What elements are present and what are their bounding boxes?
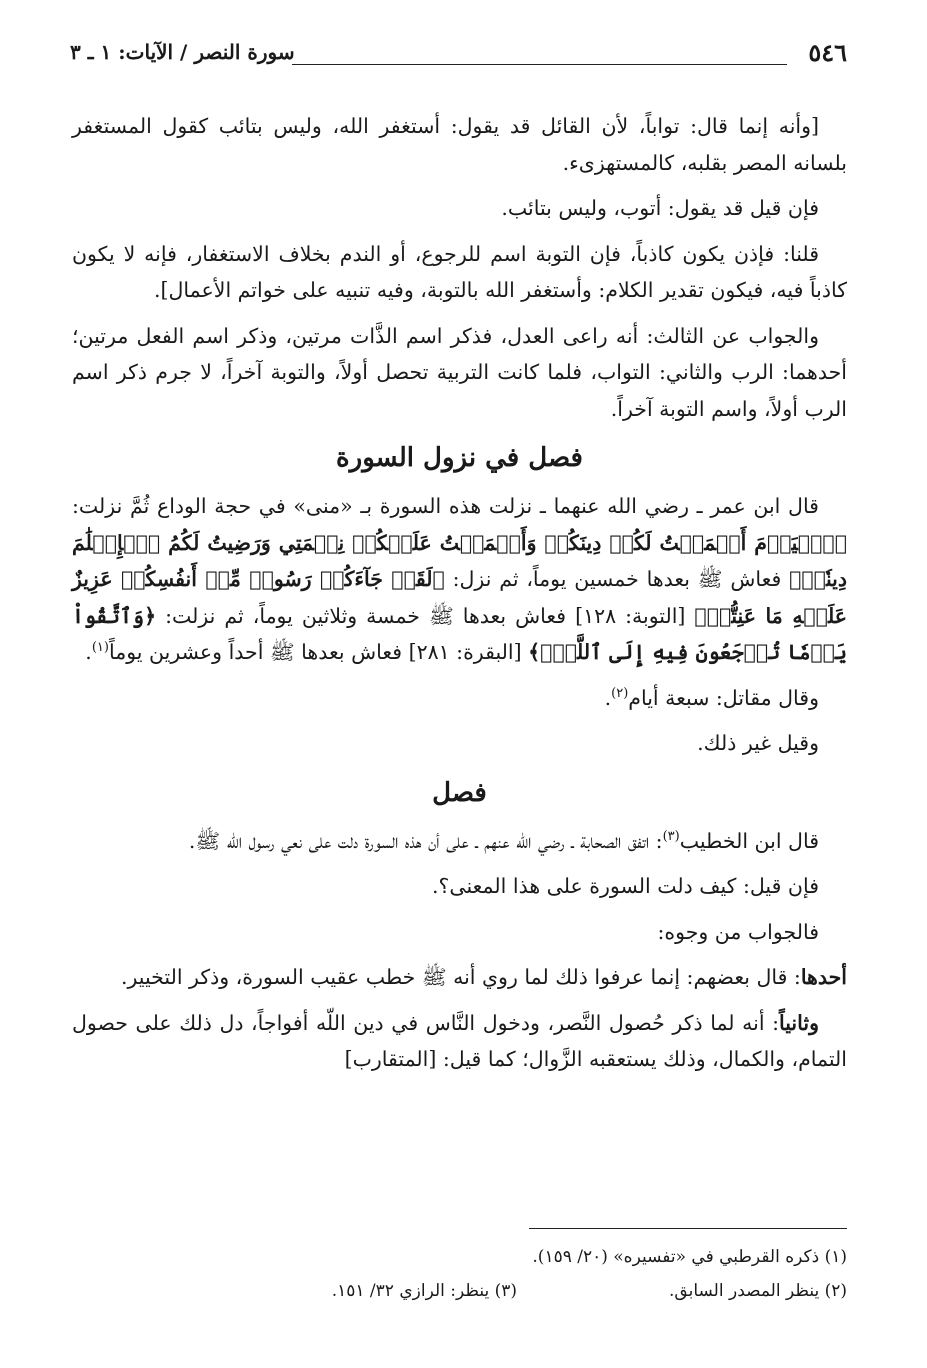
page-number: ٥٤٦: [808, 38, 847, 67]
footnote: (٢) ينظر المصدر السابق.: [669, 1281, 847, 1301]
paragraph: [72, 823, 847, 860]
paragraph: وقيل غير ذلك.: [697, 731, 819, 755]
footnote-ref[interactable]: (٣): [662, 828, 680, 844]
footnote-row: [72, 1274, 847, 1308]
footnote-ref[interactable]: (١): [91, 640, 109, 656]
footnote: (٣) ينظر: الرازي ٣٢/ ١٥١.: [331, 1281, 517, 1301]
text-run: : اتفق الصحابة ـ رضي الله عنهم ـ على أن هذه السورة دلت على نعي رسول الله ﷺ.: [188, 828, 663, 853]
quran-verse: ﴿ٱلۡيَوۡمَ أَكۡمَلۡتُ لَكُمۡ دِينَكُمۡ وَأَتۡمَمۡتُ عَلَيۡكُمۡ نِعۡمَتِي وَرَضِيتُ لَكُمُ ٱلۡإِسۡلَٰمَ دِينٗاۚ﴾: [72, 530, 847, 591]
lead-word: وثانياً: [779, 1010, 819, 1035]
text-run: فعاش ﷺ بعدها خمسين يوماً، ثم نزل:: [444, 567, 790, 591]
paragraph: [72, 959, 847, 996]
page-body: [72, 108, 847, 1087]
section-heading: فصل: [432, 777, 487, 808]
text-run: : أنه لما ذكر حُصول النَّصر، ودخول النَّاس في دين اللّه أفواجاً، دل ذلك على حصول التمام، والكمال، وذلك يستعقبه الزَّوال؛ كما قيل: [المتقارب]: [72, 1010, 847, 1071]
footnote-row: [72, 1240, 847, 1274]
footnotes: [72, 1240, 847, 1308]
header-rule: [292, 64, 787, 65]
footnote-rule: [529, 1228, 847, 1229]
text-run: [البقرة: ٢٨١] فعاش بعدها ﷺ أحداً وعشرين يوماً: [108, 640, 529, 664]
section-heading: فصل في نزول السورة: [336, 443, 583, 473]
text-run: قال ابن الخطيب: [679, 828, 819, 853]
paragraph: قال ابن عمر ـ رضي الله عنهما ـ نزلت هذه السورة بـ «منى» في حجة الوداع ثُمَّ نزلت: ﴿ٱلۡيَوۡمَ أَكۡمَلۡتُ لَكُمۡ دِينَكُمۡ وَأَتۡمَمۡتُ عَلَيۡكُمۡ نِعۡمَتِي وَرَضِيتُ لَكُمُ ٱلۡإِسۡلَٰمَ دِينٗاۚ﴾ فعاش ﷺ بعدها خمسين يوماً، ثم نزل: ﴿لَقَدۡ جَآءَكُمۡ رَسُولٞ مِّنۡ أَنفُسِكُمۡ عَزِيزٌ عَلَيۡهِ مَا عَنِتُّمۡ﴾ [التوبة: ١٢٨] فعاش بعدها ﷺ خمسة وثلاثين يوماً، ثم نزلت: ﴿وَٱتَّقُواْ يَوۡمٗا تُرۡجَعُونَ فِيهِ إِلَى ٱللَّهِۖ﴾ [البقرة: ٢٨١] فعاش بعدها ﷺ أحداً وعشرين يوماً$^{(١)}$.: [72, 494, 847, 664]
page-header: [70, 38, 847, 70]
lead-word: أحدها: [800, 965, 847, 989]
running-title: سورة النصر / الآيات: ١ ـ ٣: [70, 40, 295, 64]
paragraph: وقال مقاتل: سبعة أيام$^{(٢)}$.: [604, 685, 819, 710]
paragraph: [72, 1005, 847, 1078]
paragraph: فإن قيل قد يقول: أتوب، وليس بتائب.: [501, 196, 819, 220]
paragraph: فإن قيل: كيف دلت السورة على هذا المعنى؟.: [432, 874, 819, 898]
footnote-ref[interactable]: (٢): [611, 685, 629, 701]
text-run: : قال بعضهم: إنما عرفوا ذلك لما روي أنه ﷺ خطب عقيب السورة، وذكر التخيير.: [120, 965, 801, 989]
quran-verse: ﴿لَقَدۡ جَآءَكُمۡ رَسُولٞ مِّنۡ أَنفُسِكُمۡ عَزِيزٌ عَلَيۡهِ مَا عَنِتُّمۡ﴾: [72, 567, 847, 628]
text-run: [التوبة: ١٢٨] فعاش بعدها ﷺ خمسة وثلاثين يوماً، ثم نزلت:: [156, 603, 695, 628]
paragraph: [وأنه إنما قال: تواباً، لأن القائل قد يقول: أستغفر الله، وليس بتائب كقول المستغفر بلسانه المصر بقلبه، كالمستهزىء.: [72, 114, 847, 175]
paragraph: والجواب عن الثالث: أنه راعى العدل، فذكر اسم الذَّات مرتين، وذكر اسم الفعل مرتين؛ أحدهما: الرب والثاني: التواب، فلما كانت التربية تحصل أولاً، والتوبة آخراً، لا جرم ذكر اسم الرب أولاً، واسم التوبة آخراً.: [72, 323, 847, 421]
quran-verse: ﴿وَٱتَّقُواْ يَوۡمٗا تُرۡجَعُونَ فِيهِ إِلَى ٱللَّهِۖ﴾: [72, 603, 847, 664]
text-run: وقال مقاتل: سبعة أيام: [628, 685, 819, 710]
paragraph: فالجواب من وجوه:: [657, 919, 819, 944]
text-run: قال ابن عمر ـ رضي الله عنهما ـ نزلت هذه السورة بـ «منى» في حجة الوداع ثُمَّ نزلت:: [72, 494, 819, 518]
footnote: (١) ذكره القرطبي في «تفسيره» (٢٠/ ١٥٩).: [532, 1247, 847, 1267]
paragraph: قلنا: فإذن يكون كاذباً، فإن التوبة اسم للرجوع، أو الندم بخلاف الاستغفار، فإنه لا يكون كاذباً فيه، فيكون تقدير الكلام: وأستغفر الله بالتوبة، وفيه تنبيه على خواتم الأعمال].: [72, 241, 847, 302]
